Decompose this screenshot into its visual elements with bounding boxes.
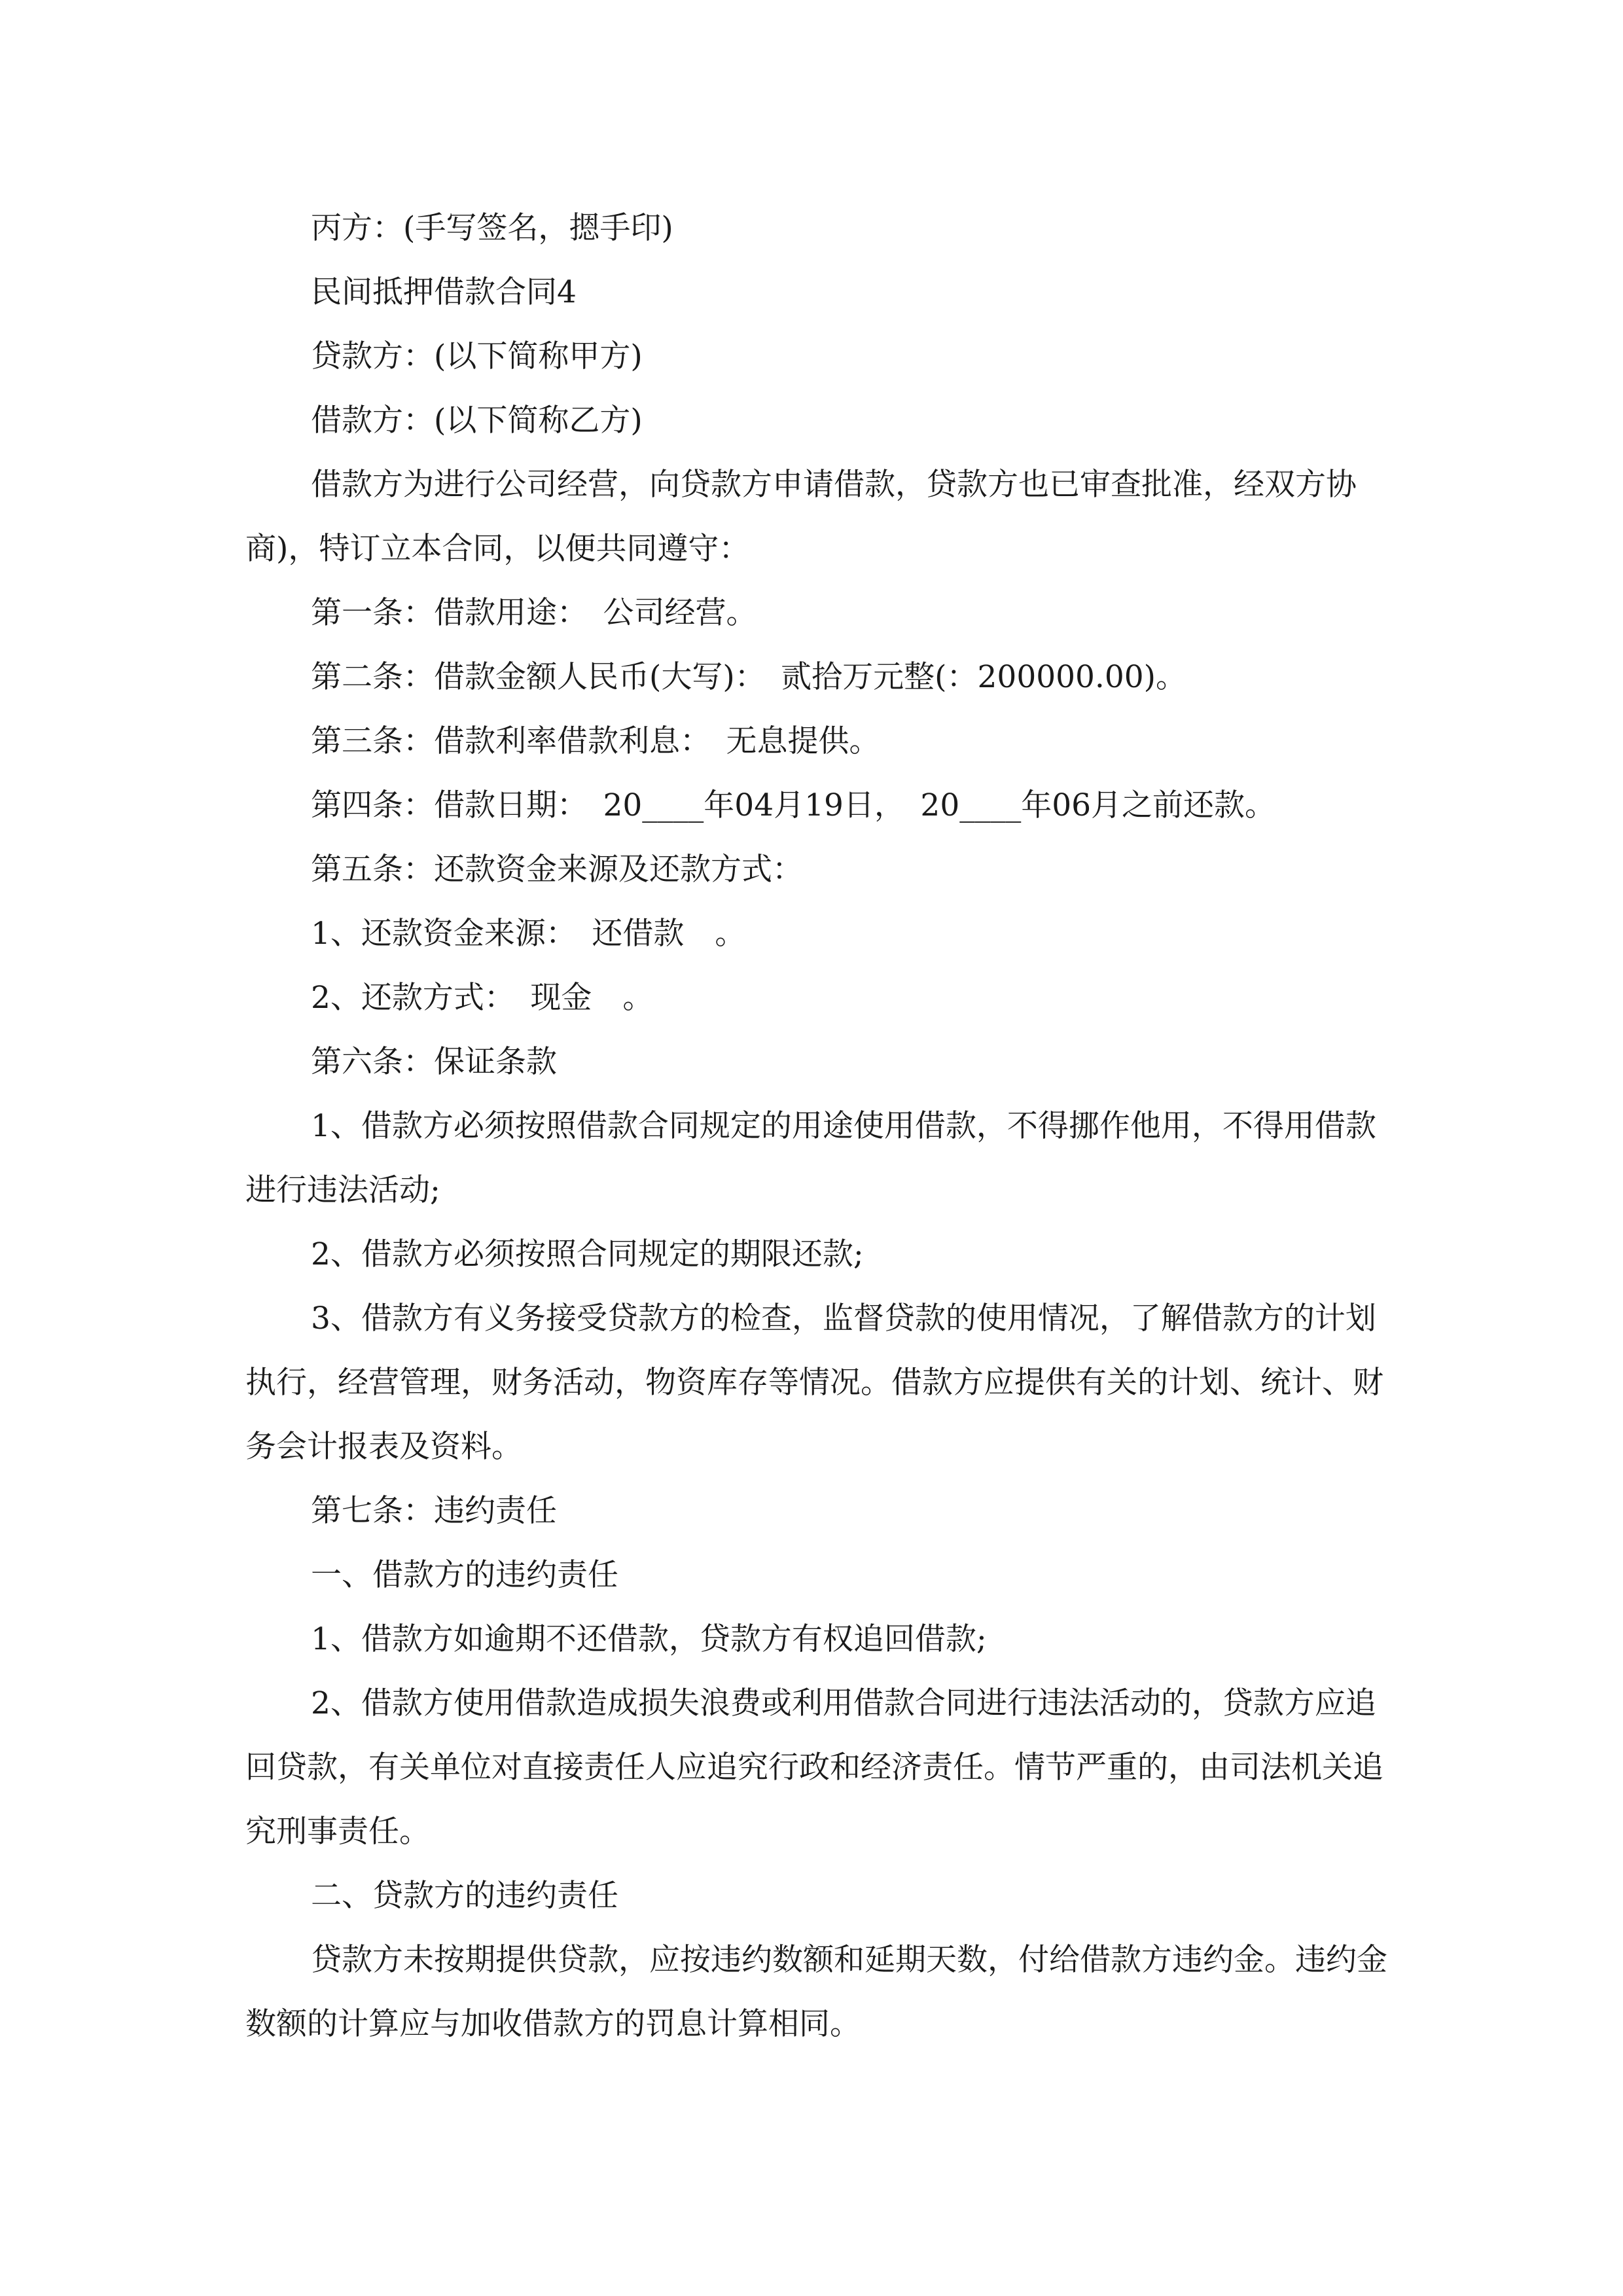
article-6: 第六条：保证条款	[311, 1044, 557, 1080]
article-2: 第二条：借款金额人民币(大写)： 贰拾万元整(：200000.00)。	[311, 659, 1187, 695]
contract-title: 民间抵押借款合同4	[311, 274, 577, 310]
article-5-item-1: 1、还款资金来源： 还借款 。	[311, 916, 746, 952]
article-7-section-1-item-1: 1、借款方如逾期不还借款，贷款方有权追回借款;	[311, 1621, 987, 1657]
borrower-line: 借款方：(以下简称乙方)	[311, 403, 643, 439]
article-7-section-2-text: 贷款方未按期提供贷款，应按违约数额和延期天数，付给借款方违约金。违约金数额的计算应与加收借款方的罚息计算相同。	[245, 1942, 1387, 2042]
article-7-section-2: 二、贷款方的违约责任	[311, 1878, 618, 1914]
signature-line-party-c: 丙方：(手写签名，摁手印)	[311, 210, 673, 246]
article-3: 第三条：借款利率借款利息： 无息提供。	[311, 723, 880, 759]
lender-line: 贷款方：(以下简称甲方)	[311, 338, 643, 374]
article-6-item-1: 1、借款方必须按照借款合同规定的用途使用借款，不得挪作他用，不得用借款进行违法活动;	[245, 1108, 1376, 1208]
article-5: 第五条：还款资金来源及还款方式：	[311, 852, 803, 888]
article-7: 第七条：违约责任	[311, 1493, 557, 1529]
contract-body	[245, 196, 1391, 2056]
preamble: 借款方为进行公司经营，向贷款方申请借款，贷款方也已审查批准，经双方协商)，特订立本合同，以便共同遵守：	[245, 467, 1357, 567]
article-5-item-2: 2、还款方式： 现金 。	[311, 980, 654, 1016]
article-4: 第四条：借款日期： 20____年04月19日， 20____年06月之前还款。	[311, 787, 1276, 823]
article-7-section-1-item-2: 2、借款方使用借款造成损失浪费或利用借款合同进行违法活动的，贷款方应追回贷款，有关单位对直接责任人应追究行政和经济责任。情节严重的，由司法机关追究刑事责任。	[245, 1685, 1383, 1850]
article-7-section-1: 一、借款方的违约责任	[311, 1557, 618, 1593]
article-6-item-2: 2、借款方必须按照合同规定的期限还款;	[311, 1236, 864, 1272]
article-1: 第一条：借款用途： 公司经营。	[311, 595, 757, 631]
article-6-item-3: 3、借款方有义务接受贷款方的检查，监督贷款的使用情况，了解借款方的计划执行，经营管理，财务活动，物资库存等情况。借款方应提供有关的计划、统计、财务会计报表及资料。	[245, 1300, 1383, 1465]
